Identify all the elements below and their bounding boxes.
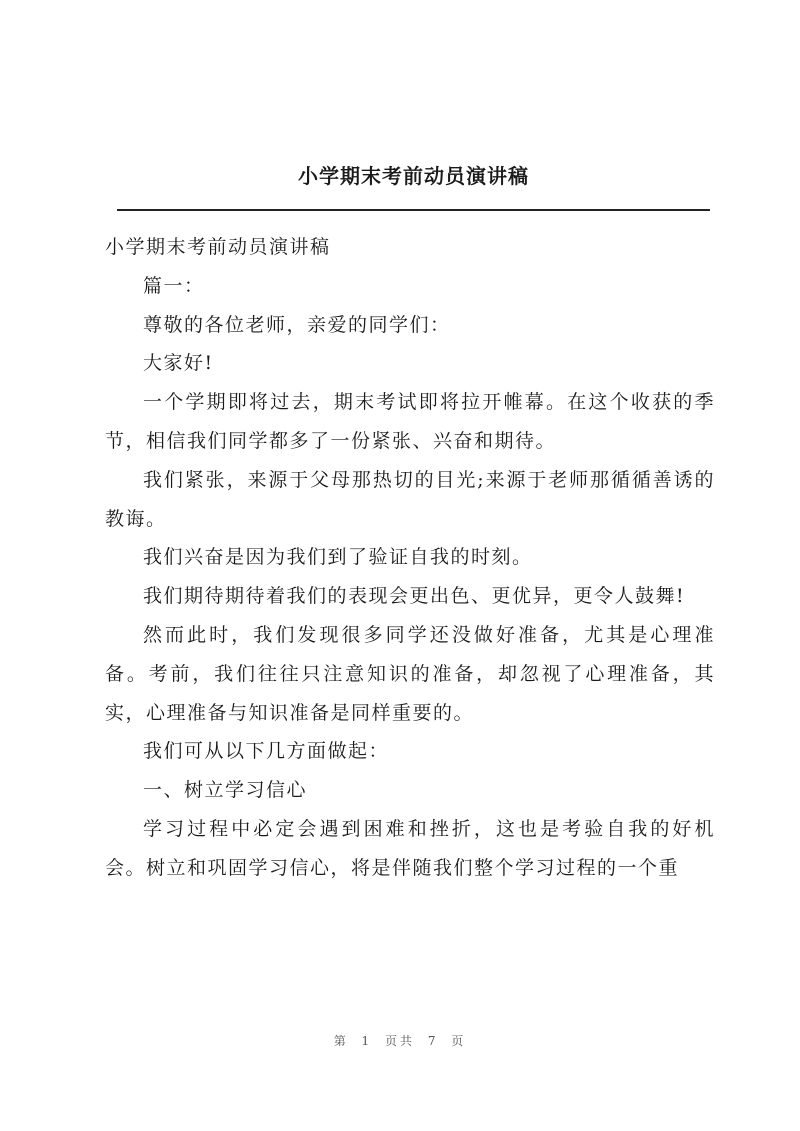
paragraph-salutation: 尊敬的各位老师，亲爱的同学们： bbox=[143, 313, 451, 336]
paragraph: 我们期待期待着我们的表现会更出色、更优异，更令人鼓舞! bbox=[143, 585, 686, 608]
document-title: 小学期末考前动员演讲稿 bbox=[298, 164, 529, 188]
paragraph-greeting: 大家好! bbox=[143, 352, 214, 375]
document-body bbox=[105, 228, 715, 888]
paragraph: 一个学期即将过去，期末考试即将拉开帷幕。在这个收获的季节，相信我们同学都多了一份紧张、兴奋和期待。 bbox=[105, 391, 715, 452]
paragraph-section-label: 篇一： bbox=[143, 274, 205, 297]
paragraph: 然而此时，我们发现很多同学还没做好准备，尤其是心理准备。考前，我们往往只注意知识的准备，却忽视了心理准备，其实，心理准备与知识准备是同样重要的。 bbox=[105, 623, 715, 724]
paragraph: 我们兴奋是因为我们到了验证自我的时刻。 bbox=[143, 546, 533, 569]
body-heading: 小学期末考前动员演讲稿 bbox=[105, 236, 331, 258]
header-divider bbox=[117, 209, 710, 211]
paragraph: 学习过程中必定会遇到困难和挫折，这也是考验自我的好机会。树立和巩固学习信心，将是伴随我们整个学习过程的一个重 bbox=[105, 817, 715, 879]
section-heading: 一、树立学习信心 bbox=[143, 779, 308, 802]
paragraph: 我们紧张，来源于父母那热切的目光;来源于老师那循循善诱的教诲。 bbox=[105, 468, 715, 530]
paragraph: 我们可从以下几方面做起： bbox=[143, 740, 390, 763]
page-number: 第 1 页共 7 页 bbox=[333, 1034, 467, 1048]
